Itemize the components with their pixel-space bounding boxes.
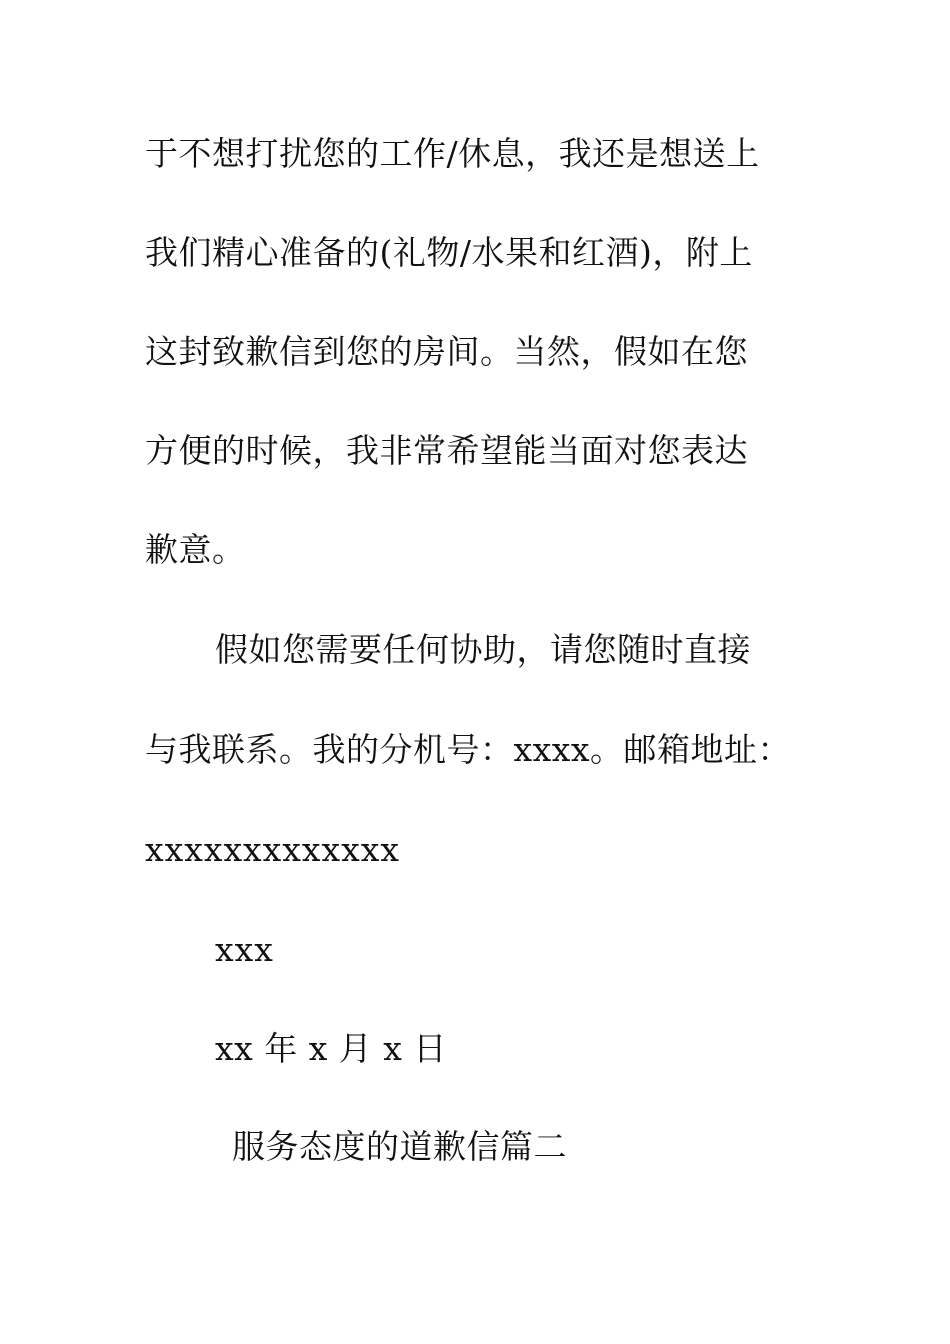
- signature-date: xx 年 x 月 x 日: [215, 1029, 447, 1068]
- paragraph-line-5: 歉意。: [145, 530, 246, 569]
- section-heading: 服务态度的道歉信篇二: [232, 1127, 567, 1166]
- paragraph-line-3: 这封致歉信到您的房间。当然，假如在您: [145, 332, 748, 371]
- paragraph-line-4: 方便的时候，我非常希望能当面对您表达: [145, 431, 748, 470]
- email-address: xxxxxxxxxxxxx: [145, 830, 400, 869]
- signature-name: xxx: [215, 930, 274, 969]
- contact-paragraph-line-2: 与我联系。我的分机号：xxxx。邮箱地址：: [145, 730, 791, 769]
- paragraph-line-2: 我们精心准备的(礼物/水果和红酒)，附上: [145, 233, 753, 272]
- contact-paragraph-line-1: 假如您需要任何协助，请您随时直接: [215, 630, 751, 669]
- paragraph-line-1: 于不想打扰您的工作/休息，我还是想送上: [145, 134, 760, 173]
